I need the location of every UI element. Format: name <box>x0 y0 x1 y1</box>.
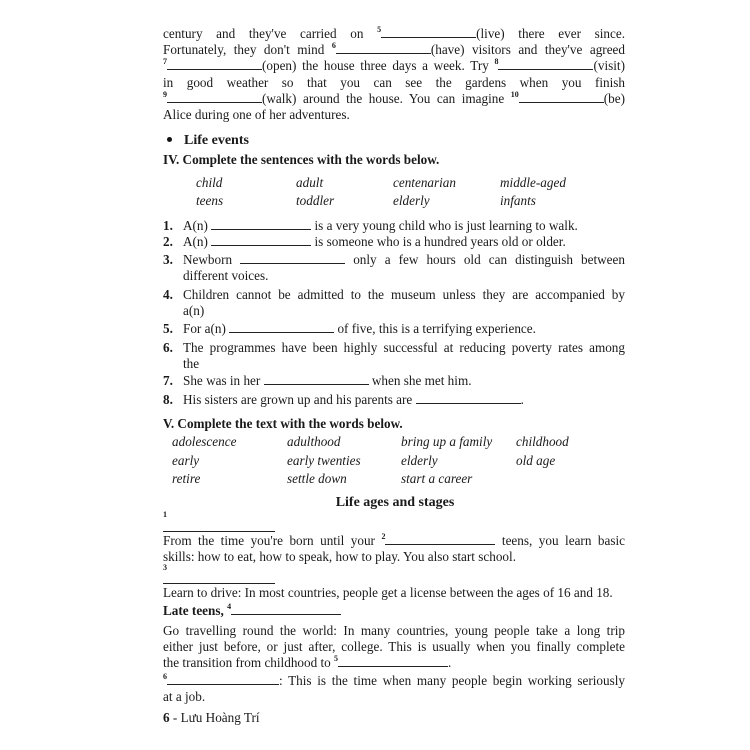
answer-blank[interactable] <box>229 321 334 333</box>
section-title <box>0 495 750 511</box>
answer-blank[interactable] <box>381 26 476 38</box>
word-bank-item: teens <box>196 193 224 208</box>
item-number: 2. <box>163 234 173 249</box>
text-line <box>183 303 625 319</box>
text-run: at a job. <box>163 689 206 704</box>
word-bank-item: elderly <box>401 453 438 468</box>
word-bank-item: adult <box>296 175 324 190</box>
text-run: of five, this is a terrifying experience. <box>334 321 536 336</box>
blank-number: 2 <box>381 533 386 541</box>
text-run: different voices. <box>183 268 269 283</box>
text-run: is someone who is a hundred years old or older. <box>311 234 566 249</box>
text-run: (have) visitors and they've agreed <box>430 42 625 57</box>
text-run: a(n) <box>183 303 205 318</box>
answer-blank[interactable] <box>167 58 262 70</box>
section-bullet <box>163 133 625 149</box>
answer-blank[interactable] <box>163 520 275 532</box>
answer-blank[interactable] <box>163 572 275 584</box>
text-line <box>163 689 625 705</box>
answer-blank[interactable] <box>211 234 311 246</box>
text-line <box>163 603 625 619</box>
numbered-item <box>183 392 625 408</box>
text-run: skills: how to eat, how to speak, how to play. You also start school. <box>163 549 516 564</box>
word-bank-item: old age <box>516 453 556 468</box>
text-run: The programmes have been highly successful at reducing poverty rates among <box>183 340 625 355</box>
item-number: 6. <box>163 340 173 355</box>
word-bank-item: settle down <box>287 471 347 486</box>
text-run: (be) <box>603 91 625 106</box>
text-line <box>163 26 625 42</box>
text-line <box>163 673 625 689</box>
text-run: She was in her <box>183 373 264 388</box>
text-run: . <box>448 655 452 670</box>
blank-number: 5 <box>334 654 339 663</box>
text-run: (visit) <box>593 58 625 73</box>
text-run: : This is the time when many people begin working seriously <box>279 673 625 688</box>
text-run: (walk) around the house. You can imagine <box>262 91 511 106</box>
word-bank-item: adulthood <box>287 434 341 449</box>
text-line <box>163 91 625 107</box>
text-run: From the time you're born until your <box>163 533 382 548</box>
text-run: the <box>183 356 200 371</box>
answer-blank[interactable] <box>240 252 345 264</box>
exercise-heading <box>163 416 625 432</box>
answer-blank[interactable] <box>264 373 369 385</box>
text-line <box>163 623 625 639</box>
word-bank-item: centenarian <box>393 175 456 190</box>
word-bank-item: bring up a family <box>401 434 493 449</box>
item-number: 5. <box>163 321 173 336</box>
text-line <box>163 585 625 601</box>
word-bank-item: elderly <box>393 193 430 208</box>
numbered-item <box>183 218 625 234</box>
item-number: 3. <box>163 252 173 267</box>
page-number: 6 <box>163 710 170 725</box>
answer-blank[interactable] <box>498 58 593 70</box>
answer-blank[interactable] <box>519 91 604 103</box>
answer-blank[interactable] <box>211 218 311 230</box>
text-run: century and they've carried on <box>163 26 378 41</box>
text-line <box>183 356 625 372</box>
text-run: Fortunately, they don't mind <box>163 42 332 57</box>
text-line <box>163 107 625 123</box>
blank-number: 10 <box>510 91 519 99</box>
blank-number: 7 <box>163 58 167 66</box>
text-run: either just before, or just after, college. This is usually when you finally complete <box>163 639 625 654</box>
text-run: Learn to drive: In most countries, people get a license between the ages of 16 and 18. <box>163 585 613 600</box>
answer-blank[interactable] <box>231 603 341 615</box>
text-run: IV. Complete the sentences with the words below. <box>163 152 440 167</box>
answer-blank[interactable] <box>336 42 431 54</box>
text-run: Life ages and stages <box>335 495 455 510</box>
numbered-item <box>183 252 625 268</box>
word-bank-item: childhood <box>516 434 569 449</box>
text-line <box>163 639 625 655</box>
numbered-item <box>183 234 625 250</box>
text-run: Life events <box>184 133 249 148</box>
word-bank-item: start a career <box>401 471 473 486</box>
blank-number: 6 <box>331 42 336 50</box>
word-bank-item: retire <box>172 471 201 486</box>
text-run: teens, you learn basic <box>495 533 625 548</box>
numbered-item <box>183 321 625 337</box>
text-run: Go travelling round the world: In many countries, young people take a long trip <box>163 623 625 638</box>
blank-number: 9 <box>163 91 167 99</box>
word-bank-item: toddler <box>296 193 335 208</box>
text-run: Late teens, <box>163 603 228 618</box>
item-number: 8. <box>163 392 173 407</box>
text-line <box>163 533 625 549</box>
page-footer <box>163 710 625 726</box>
text-line <box>183 268 625 284</box>
numbered-item <box>183 340 625 356</box>
text-run: Children cannot be admitted to the museum unless they are accompanied by <box>183 287 625 302</box>
blank-number: 1 <box>163 510 167 519</box>
text-run: (live) there ever since. <box>476 26 625 41</box>
text-line <box>163 655 625 671</box>
item-number: 4. <box>163 287 173 302</box>
word-bank-item: early twenties <box>287 453 361 468</box>
blank-number: 5 <box>377 26 382 34</box>
text-run: . <box>520 392 524 407</box>
text-run: is a very young child who is just learning to walk. <box>311 218 578 233</box>
text-line <box>163 549 625 565</box>
answer-blank[interactable] <box>385 533 495 545</box>
blank-number: 3 <box>163 563 167 572</box>
blank-number: 8 <box>494 58 499 66</box>
text-line <box>163 58 625 74</box>
blank-number: 6 <box>163 673 167 681</box>
answer-blank[interactable] <box>167 91 262 103</box>
text-run: (open) the house three days a week. Try <box>262 58 495 73</box>
text-run: His sisters are grown up and his parents are <box>183 392 416 407</box>
text-line <box>163 75 625 91</box>
text-run: when she met him. <box>368 373 472 388</box>
text-run: in good weather so that you can see the gardens when you finish <box>163 75 625 90</box>
text-run: V. Complete the text with the words below. <box>163 416 403 431</box>
answer-blank[interactable] <box>338 655 448 667</box>
text-run: Alice during one of her adventures. <box>163 107 350 122</box>
word-bank-item: infants <box>500 193 536 208</box>
answer-blank[interactable] <box>416 392 521 404</box>
text-run: only a few hours old can distinguish between <box>345 252 625 267</box>
text-run: For a(n) <box>183 321 230 336</box>
text-run: Newborn <box>183 252 241 267</box>
word-bank-item: adolescence <box>172 434 237 449</box>
text-run: A(n) <box>183 234 212 249</box>
numbered-item <box>183 373 625 389</box>
numbered-item <box>183 287 625 303</box>
word-bank-item: early <box>172 453 200 468</box>
word-bank-item: middle-aged <box>500 175 566 190</box>
bullet-icon <box>167 137 172 142</box>
item-number: 7. <box>163 373 173 388</box>
exercise-heading <box>163 152 625 168</box>
item-number: 1. <box>163 218 173 233</box>
text-run: A(n) <box>183 218 212 233</box>
text-run: the transition from childhood to <box>163 655 335 670</box>
blank-number: 4 <box>227 602 232 611</box>
answer-blank[interactable] <box>167 673 279 685</box>
word-bank-item: child <box>196 175 223 190</box>
text-line <box>163 42 625 58</box>
text-run: - Lưu Hoàng Trí <box>169 710 260 725</box>
